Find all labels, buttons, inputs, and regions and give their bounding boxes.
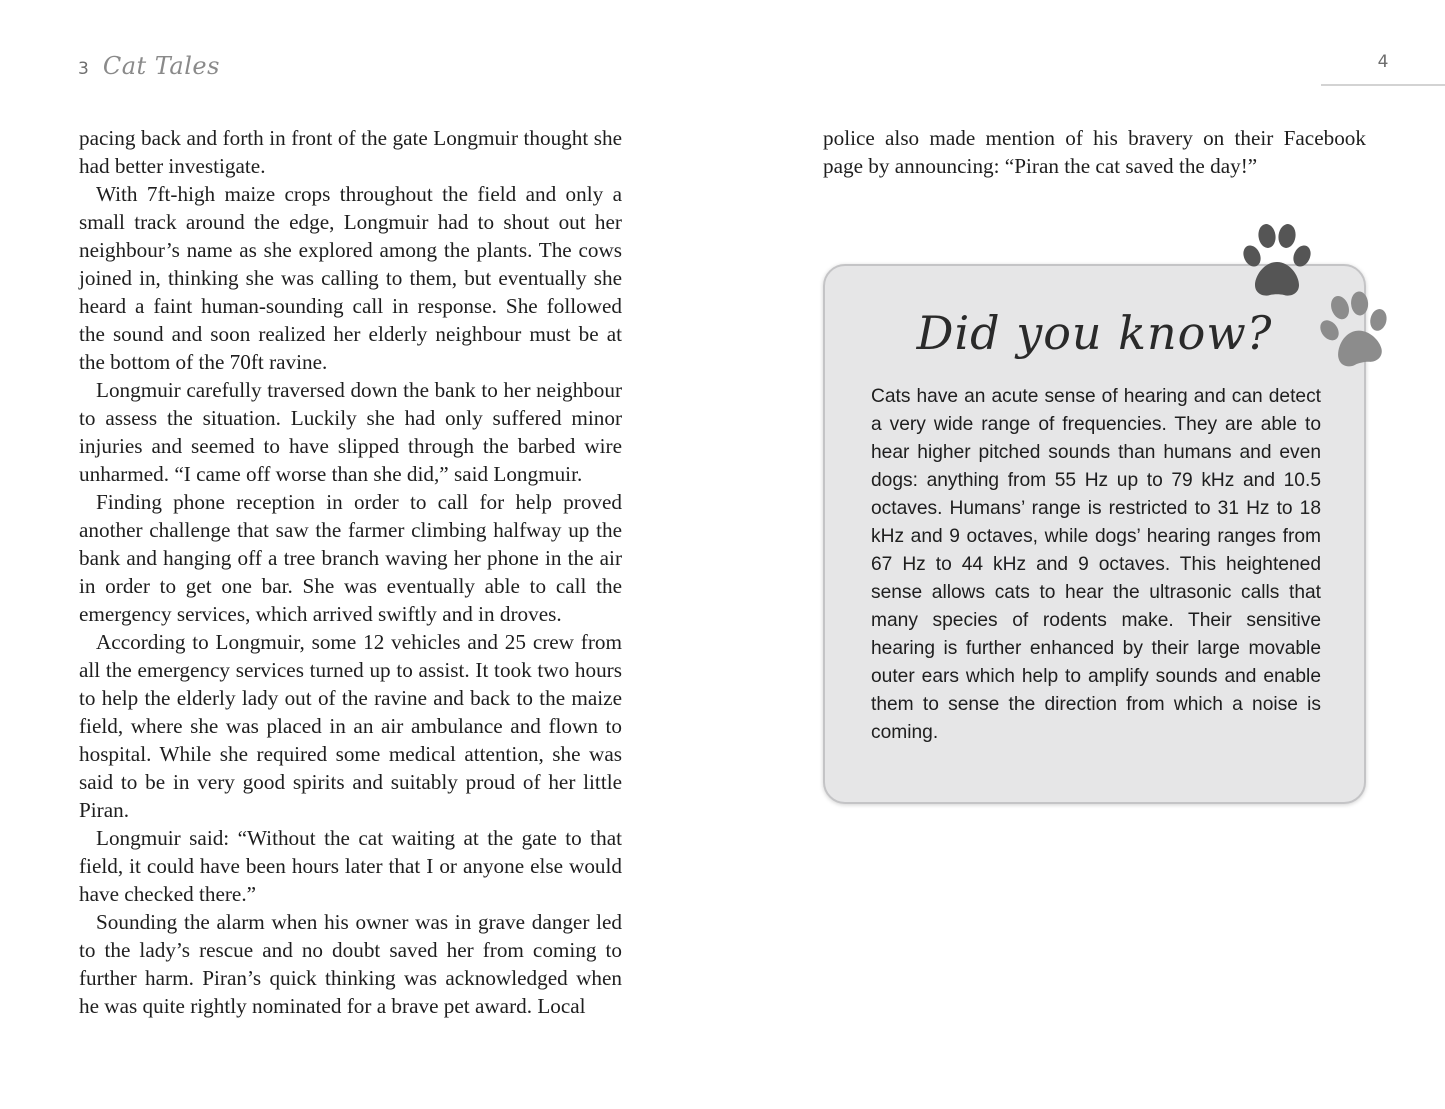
paragraph: Longmuir said: “Without the cat waiting at the gate to that field, it could have been hours later that I or anyone else would have checked there.” <box>79 826 622 906</box>
paragraph: With 7ft-high maize crops throughout the field and only a small track around the edge, Longmuir had to shout out her neighbour’s name as she explored among the plants. The cows joined in, thinking she was calling to them, but eventually she heard a faint human-sounding call in response. She followed the sound and soon realized her elderly neighbour must be at the bottom of the 70ft ravine. <box>79 182 622 374</box>
paragraph: pacing back and forth in front of the gate Longmuir thought she had better investigate. <box>79 126 622 178</box>
page-number-right: 4 <box>1377 52 1389 72</box>
did-you-know-box <box>823 264 1366 804</box>
paragraph: According to Longmuir, some 12 vehicles and 25 crew from all the emergency services turned up to assist. It took two hours to help the elderly lady out of the ravine and back to the maize field, where she was placed in an air ambulance and flown to hospital. While she required some medical attention, she was said to be in very good spirits and suitably proud of her little Piran. <box>79 630 622 822</box>
page-number-left: 3 <box>78 59 89 79</box>
fact-box-title: Did you know? <box>916 306 1273 360</box>
paw-print-icon <box>1240 222 1314 300</box>
left-body-text <box>79 124 622 1020</box>
running-header-right <box>1321 52 1445 72</box>
left-page <box>0 0 722 1109</box>
paragraph: Longmuir carefully traversed down the bank to her neighbour to assess the situation. Luckily she had only suffered minor injuries and seemed to have slipped through the barbed wire unharmed. “I came off worse than she did,” said Longmuir. <box>79 378 622 486</box>
book-title: Cat Tales <box>102 52 220 80</box>
fact-box-text: Cats have an acute sense of hearing and can detect a very wide range of frequencies. They are able to hear higher pitched sounds than humans and even dogs: anything from 55 Hz up to 79 kHz and 10.5 octaves. Humans’ range is restricted to 31 Hz to 18 kHz and 9 octaves, while dogs’ hearing ranges from 67 Hz to 44 kHz and 9 octaves. This heightened sense allows cats to hear the ultrasonic calls that many species of rodents make. Their sensitive hearing is further enhanced by their large movable outer ears which help to amplify sounds and enable them to sense the direction from which a noise is coming. <box>871 386 1321 743</box>
paw-print-icon <box>1316 291 1394 369</box>
running-header-left <box>78 52 220 80</box>
right-body-text <box>823 124 1366 180</box>
right-page <box>722 0 1445 1109</box>
paragraph: police also made mention of his bravery on their Facebook page by announcing: “Piran the cat saved the day!” <box>823 126 1366 178</box>
header-rule <box>1321 84 1445 86</box>
paragraph: Finding phone reception in order to call for help proved another challenge that saw the farmer climbing halfway up the bank and hanging off a tree branch waving her phone in the air in order to get one bar. She was eventually able to call the emergency services, which arrived swiftly and in droves. <box>79 490 622 626</box>
paragraph: Sounding the alarm when his owner was in grave danger led to the lady’s rescue and no doubt saved her from coming to further harm. Piran’s quick thinking was acknowledged when he was quite rightly nominated for a brave pet award. Local <box>79 910 622 1018</box>
